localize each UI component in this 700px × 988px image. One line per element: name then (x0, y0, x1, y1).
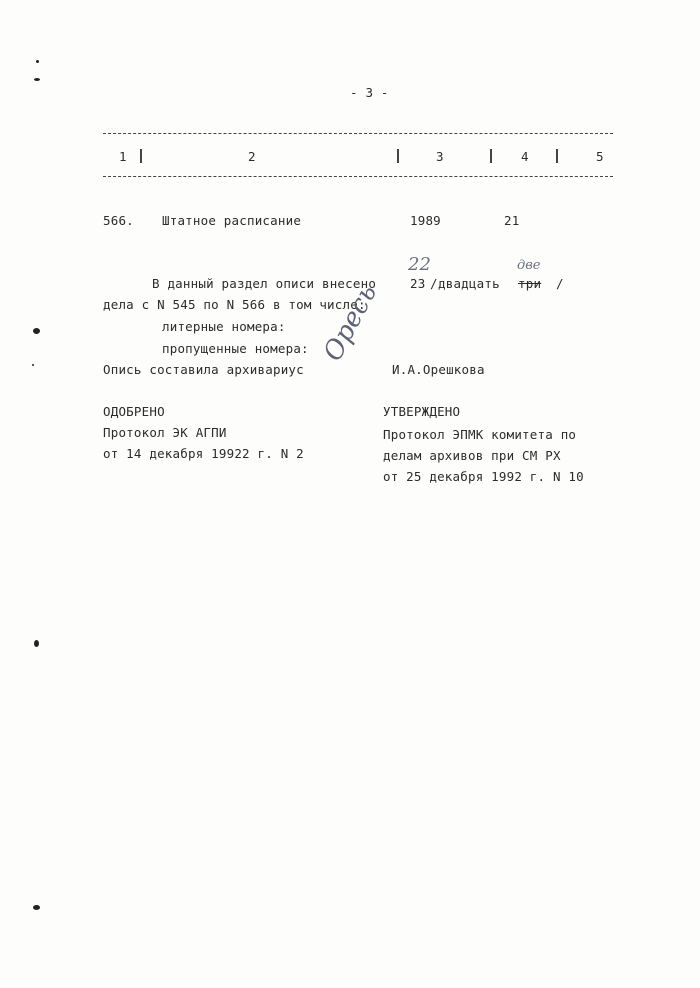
scan-speck (36, 60, 39, 63)
summary-line-2: дела с N 545 по N 566 в том числе: (103, 297, 366, 312)
column-header-2: 2 (248, 149, 256, 164)
summary-slash-close: / (556, 276, 564, 291)
table-rule-top (103, 133, 613, 134)
approved-right-line-1: Протокол ЭПМК комитета по (383, 427, 577, 442)
summary-word-handwritten: две (517, 258, 541, 273)
page-number: - 3 - (350, 85, 389, 100)
column-divider (556, 149, 558, 163)
entry-title: Штатное расписание (162, 213, 302, 228)
scan-speck (34, 78, 40, 81)
summary-line-1: В данный раздел описи внесено (152, 276, 377, 291)
column-header-5: 5 (596, 149, 604, 164)
scan-speck (33, 328, 40, 334)
entry-year: 1989 (410, 213, 441, 228)
entry-sheets: 21 (504, 213, 520, 228)
approved-right-heading: УТВЕРЖДЕНО (383, 404, 461, 419)
column-divider (490, 149, 492, 163)
scan-speck (34, 640, 39, 647)
column-header-3: 3 (436, 149, 444, 164)
compiler-name: И.А.Орешкова (392, 362, 485, 377)
entry-number: 566. (103, 213, 134, 228)
summary-line-4: пропущенные номера: (162, 341, 309, 356)
column-header-4: 4 (521, 149, 529, 164)
column-divider (140, 149, 142, 163)
summary-count-typed: 23 (410, 276, 426, 291)
summary-word-typed: три (518, 276, 542, 291)
summary-line-3: литерные номера: (162, 319, 286, 334)
summary-count-handwritten: 22 (408, 254, 431, 275)
summary-slash-open: / (430, 276, 438, 291)
column-divider (397, 149, 399, 163)
approved-right-line-2: делам архивов при СМ РХ (383, 448, 561, 463)
summary-word-prefix: двадцать (438, 276, 500, 291)
approved-left-line-2: от 14 декабря 19922 г. N 2 (103, 446, 304, 461)
scan-speck (32, 364, 34, 366)
approved-left-heading: ОДОБРЕНО (103, 404, 165, 419)
table-rule-bottom (103, 176, 613, 177)
scan-speck (33, 905, 40, 910)
column-header-1: 1 (119, 149, 127, 164)
compiled-by-label: Опись составила архивариус (103, 362, 304, 377)
signature: Оресь (318, 279, 384, 367)
approved-right-line-3: от 25 декабря 1992 г. N 10 (383, 469, 584, 484)
approved-left-line-1: Протокол ЭК АГПИ (103, 425, 227, 440)
